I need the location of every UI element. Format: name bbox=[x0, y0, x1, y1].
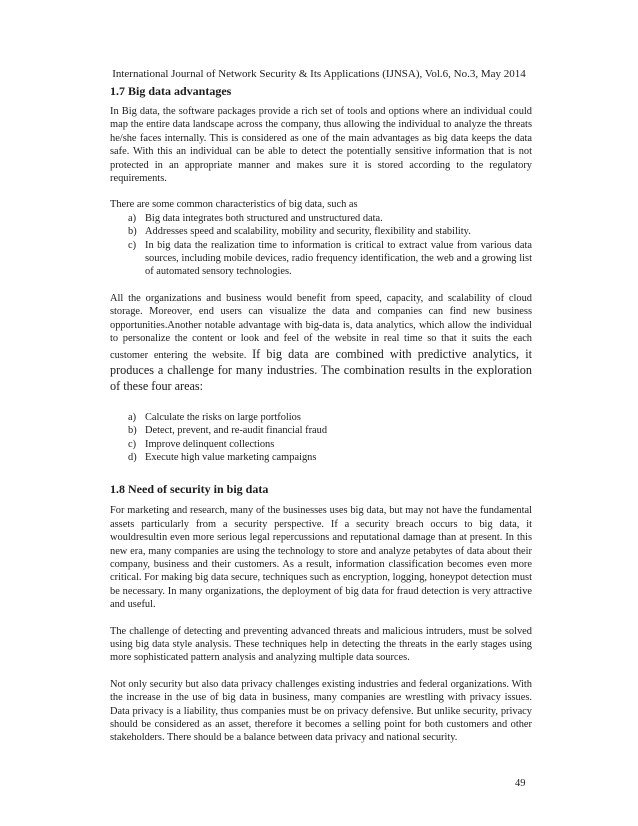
paragraph-security-marketing: For marketing and research, many of the businesses uses big data, but may not have the fundamental assets particularly from a security perspective. If a security breach occurs to big data, it wouldresultin even more serious legal repercussions and reputational damage than at present. In this new era, many companies are using the technology to store and analyze petabytes of data about their company, business and their customers. As a result, information classification becomes even more critical. For making big data secure, techniques such as encryption, logging, honeypot detection must be necessary. In many organizations, the deployment of big data for fraud detection is very attractive and useful. bbox=[110, 505, 532, 611]
paragraph-threat-detection: The challenge of detecting and preventing advanced threats and malicious intruders, must be solved using big data style analysis. These techniques help in detecting the threats in the early stages using more sophisticated pattern analysis and analyzing multiple data sources. bbox=[110, 625, 532, 664]
list-marker: b) bbox=[128, 425, 137, 437]
list-item-text: In big data the realization time to information is critical to extract value from various data sources, including mobile devices, radio frequency identification, the web and a growing list of automated sensory technologies. bbox=[145, 239, 532, 278]
paragraph-organizations-benefit bbox=[110, 292, 532, 395]
list-item bbox=[110, 424, 532, 437]
list-item-text: Improve delinquent collections bbox=[145, 438, 275, 450]
page-content bbox=[110, 84, 532, 745]
list-item bbox=[110, 212, 532, 225]
list-item-text: Detect, prevent, and re-audit financial fraud bbox=[145, 425, 328, 437]
list-item bbox=[110, 438, 532, 451]
list-item-text: Execute high value marketing campaigns bbox=[145, 451, 317, 463]
list-item bbox=[110, 411, 532, 424]
list-marker: c) bbox=[128, 239, 137, 251]
section-heading-1-8: 1.8 Need of security in big data bbox=[110, 482, 269, 497]
list-marker: c) bbox=[128, 438, 137, 450]
list-item bbox=[110, 239, 532, 279]
characteristics-list bbox=[110, 212, 532, 279]
paragraph-organizations-text: All the organizations and business would benefit from speed, capacity, and scalability of cloud storage. Moreover, end users can visualize the data and companies can find new business opportunities.Another notable advantage with big-data is, data analytics, which allow the individual to personalize the content or look and feel of the website in real time so that it suits the each customer entering the website. bbox=[110, 292, 532, 361]
list-item-text: Addresses speed and scalability, mobility and security, flexibility and stability. bbox=[145, 226, 471, 238]
list-item-text: Calculate the risks on large portfolios bbox=[145, 411, 301, 423]
list-marker: a) bbox=[128, 411, 137, 423]
running-header: International Journal of Network Security & Its Applications (IJNSA), Vol.6, No.3, May 2014 bbox=[112, 68, 526, 80]
paragraph-predictive-analytics-text: If big data are combined with predictive analytics, it produces a challenge for many industries. The combination results in the exploration of these four areas: bbox=[110, 346, 532, 394]
four-areas-list bbox=[110, 411, 532, 465]
paragraph-advantages-intro: In Big data, the software packages provide a rich set of tools and options where an individual could map the entire data landscape across the company, thus allowing the individual to analyze the threats he/she faces internally. This is considered as one of the main advantages as big data keeps the data safe. With this an individual can be able to detect the potentially sensitive information that is not protected in an appropriate manner and makes sure it is stored according to the regulatory requirements. bbox=[110, 106, 532, 185]
page-number: 49 bbox=[515, 778, 526, 789]
list-item-text: Big data integrates both structured and unstructured data. bbox=[145, 212, 383, 224]
paragraph-characteristics-lead: There are some common characteristics of big data, such as bbox=[110, 199, 358, 211]
list-item bbox=[110, 451, 532, 464]
list-marker: b) bbox=[128, 226, 137, 238]
list-item bbox=[110, 225, 532, 238]
paragraph-data-privacy: Not only security but also data privacy challenges existing industries and federal organizations. With the increase in the use of big data in business, many companies are wrestling with privacy issues. Data privacy is a liability, thus companies must be on privacy defensive. But unlike security, privacy should be considered as an asset, therefore it becomes a selling point for both customers and other stakeholders. There should be a balance between data privacy and national security. bbox=[110, 678, 532, 744]
list-marker: a) bbox=[128, 212, 137, 224]
section-heading-1-7: 1.7 Big data advantages bbox=[110, 84, 232, 98]
list-marker: d) bbox=[128, 451, 137, 463]
